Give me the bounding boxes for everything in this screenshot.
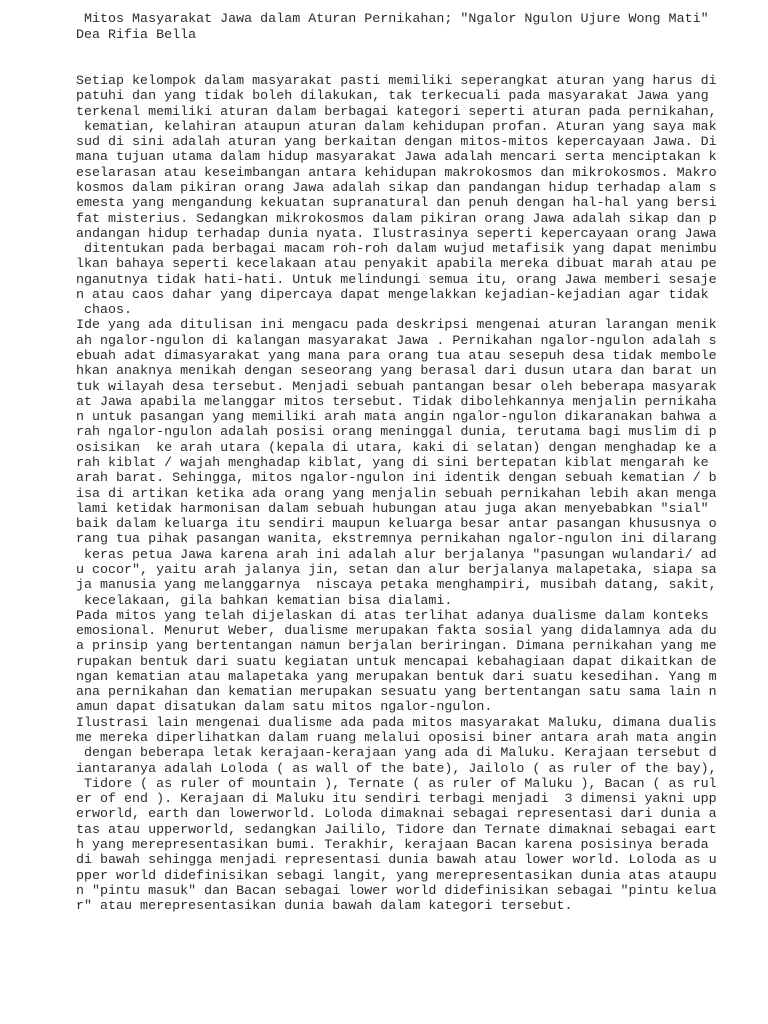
body-text-line: rupakan bentuk dari suatu kegiatan untuk mencapai kebahagiaan dapat dikaitkan de [76,654,717,670]
body-text-line: u cocor", yaitu arah jalanya jin, setan dan alur berjalanya malapetaka, siapa sa [76,562,717,578]
document-author: Dea Rifia Bella [76,28,197,43]
body-text-line: fat misterius. Sedangkan mikrokosmos dalam pikiran orang Jawa adalah sikap dan p [76,211,717,227]
body-text-line: Tidore ( as ruler of mountain ), Ternate ( as ruler of Maluku ), Bacan ( as rul [76,776,717,792]
body-text-line: ebuah adat dimasyarakat yang mana para orang tua atau sesepuh desa tidak membole [76,349,717,365]
body-text-line: er of end ). Kerajaan di Maluku itu sendiri terbagi menjadi 3 dimensi yakni upp [76,792,717,808]
body-text-line: lkan bahaya seperti kecelakaan atau penyakit apabila mereka dibuat marah atau pe [76,257,717,273]
body-text-line: lami ketidak harmonisan dalam sebuah hubungan atau juga akan menyebabkan "sial" [76,501,709,517]
body-text-line: dengan beberapa letak kerajaan-kerajaan yang ada di Maluku. Kerajaan tersebut d [76,746,717,762]
body-text-line: ah ngalor-ngulon di kalangan masyarakat Jawa . Pernikahan ngalor-ngulon adalah s [76,333,717,349]
body-text-line: kosmos dalam pikiran orang Jawa adalah sikap dan pandangan hidup terhadap alam s [76,180,717,196]
body-text-line: a prinsip yang bertentangan namun berjalan beriringan. Dimana pernikahan yang me [76,639,717,655]
body-text-line: rah kiblat / wajah menghadap kiblat, yang di sini bertepatan kiblat mengarah ke [76,456,717,471]
body-text-line: nganutnya tidak hati-hati. Untuk melindungi semua itu, orang Jawa memberi sesaje [76,272,717,288]
body-text-line: rah ngalor-ngulon adalah posisi orang meninggal dunia, terutama bagi muslim di p [76,425,717,441]
body-text-line: ana pernikahan dan kematian merupakan sesuatu yang bertentangan satu sama lain n [76,685,717,701]
body-text-line: sud di sini adalah aturan yang berkaitan dengan mitos-mitos kepercayaan Jawa. Di [76,135,717,151]
body-text-line: iantaranya adalah Loloda ( as wall of the bate), Jailolo ( as ruler of the bay), [76,761,717,777]
body-text-line: baik dalam keluarga itu sendiri maupun keluarga besar antar pasangan khususnya o [76,517,717,533]
body-text-line: hkan anaknya menikah dengan seseorang yang berasal dari dusun utara dan barat un [76,364,717,380]
body-text-line: ditentukan pada berbagai macam roh-roh dalam wujud metafisik yang dapat menimbu [76,242,717,258]
body-text-line: erworld, earth dan lowerworld. Loloda dimaknai sebagai representasi dari dunia a [76,807,717,823]
body-text-line: andangan hidup terhadap dunia nyata. Ilustrasinya seperti kepercayaan orang Jawa [76,226,717,242]
body-text-line: rang tua pihak pasangan wanita, ekstremnya pernikahan ngalor-ngulon ini dilarang [76,532,717,548]
body-text-line: ja manusia yang melanggarnya niscaya petaka menghampiri, musibah datang, sakit, [76,578,717,594]
body-text-line: di bawah sehingga menjadi representasi dunia bawah atau lower world. Loloda as u [76,853,717,869]
body-text-line: isa di artikan ketika ada orang yang menjalin sebuah pernikahan lebih akan menga [76,486,717,502]
body-text-line: kematian, kelahiran ataupun aturan dalam kehidupan profan. Aturan yang saya mak [76,119,717,135]
body-text-line: tas atau upperworld, sedangkan Jaililo, Tidore dan Ternate dimaknai sebagai eart [76,822,717,838]
body-text-line: patuhi dan yang tidak boleh dilakukan, tak terkecuali pada masyarakat Jawa yang [76,89,717,105]
body-text-line: n "pintu masuk" dan Bacan sebagai lower world didefinisikan sebagai "pintu kelua [76,883,717,899]
body-text-line: keras petua Jawa karena arah ini adalah alur berjalanya "pasungan wulandari/ ad [76,547,717,563]
body-text-line: Setiap kelompok dalam masyarakat pasti memiliki seperangkat aturan yang harus di [76,74,717,89]
body-text-line: terkenal memiliki aturan dalam berbagai kategori seperti aturan pada pernikahan, [76,104,717,120]
body-text-line: arah barat. Sehingga, mitos ngalor-ngulon ini identik dengan sebuah kematian / b [76,471,717,487]
body-text-line: chaos. [76,303,133,319]
body-text-line: emosional. Menurut Weber, dualisme merupakan fakta sosial yang didalamnya ada du [76,624,717,640]
body-text-line: at Jawa apabila melanggar mitos tersebut. Tidak dibolehkannya menjalin pernikaha [76,394,717,410]
body-text-line: emesta yang mengandung kekuatan supranatural dan penuh dengan hal-hal yang bersi [76,196,717,212]
body-text-line: pper world didefinisikan sebagi langit, yang merepresentasikan dunia atas ataupu [76,868,717,884]
body-text-line: h yang merepresentasikan bumi. Terakhir, kerajaan Bacan karena posisinya berada [76,838,717,853]
body-text-line: eselarasan atau keseimbangan antara kehidupan makrokosmos dan mikrokosmos. Makro [76,165,717,181]
document-title: Mitos Masyarakat Jawa dalam Aturan Pernikahan; "Ngalor Ngulon Ujure Wong Mati" [76,12,709,27]
body-text-line: n untuk pasangan yang memiliki arah mata angin ngalor-ngulon dikaranakan bahwa a [76,410,717,426]
body-text-line: me mereka diperlihatkan dalam ruang melalui oposisi biner antara arah mata angin [76,731,717,747]
body-text-line: kecelakaan, gila bahkan kematian bisa dialami. [76,593,453,609]
body-text-line: Pada mitos yang telah dijelaskan di atas terlihat adanya dualisme dalam konteks [76,608,717,624]
body-text-line: Ide yang ada ditulisan ini mengacu pada deskripsi mengenai aturan larangan menik [76,318,717,334]
body-text-line: ngan kematian atau malapetaka yang merupakan bentuk dari suatu kesedihan. Yang m [76,669,717,685]
body-text-line: osisikan ke arah utara (kepala di utara, kaki di selatan) dengan menghadap ke a [76,440,717,456]
body-text-line: Ilustrasi lain mengenai dualisme ada pada mitos masyarakat Maluku, dimana dualis [76,715,717,731]
body-text-line: n atau caos dahar yang dipercaya dapat mengelakkan kejadian-kejadian agar tidak [76,287,717,303]
body-text-line: r" atau merepresentasikan dunia bawah dalam kategori tersebut. [76,899,573,915]
body-text-line: amun dapat disatukan dalam satu mitos ngalor-ngulon. [76,700,493,716]
body-text-line: tuk wilayah desa tersebut. Menjadi sebuah pantangan besar oleh beberapa masyarak [76,379,717,395]
body-text-line: mana tujuan utama dalam hidup masyarakat Jawa adalah mencari serta menciptakan k [76,150,717,166]
